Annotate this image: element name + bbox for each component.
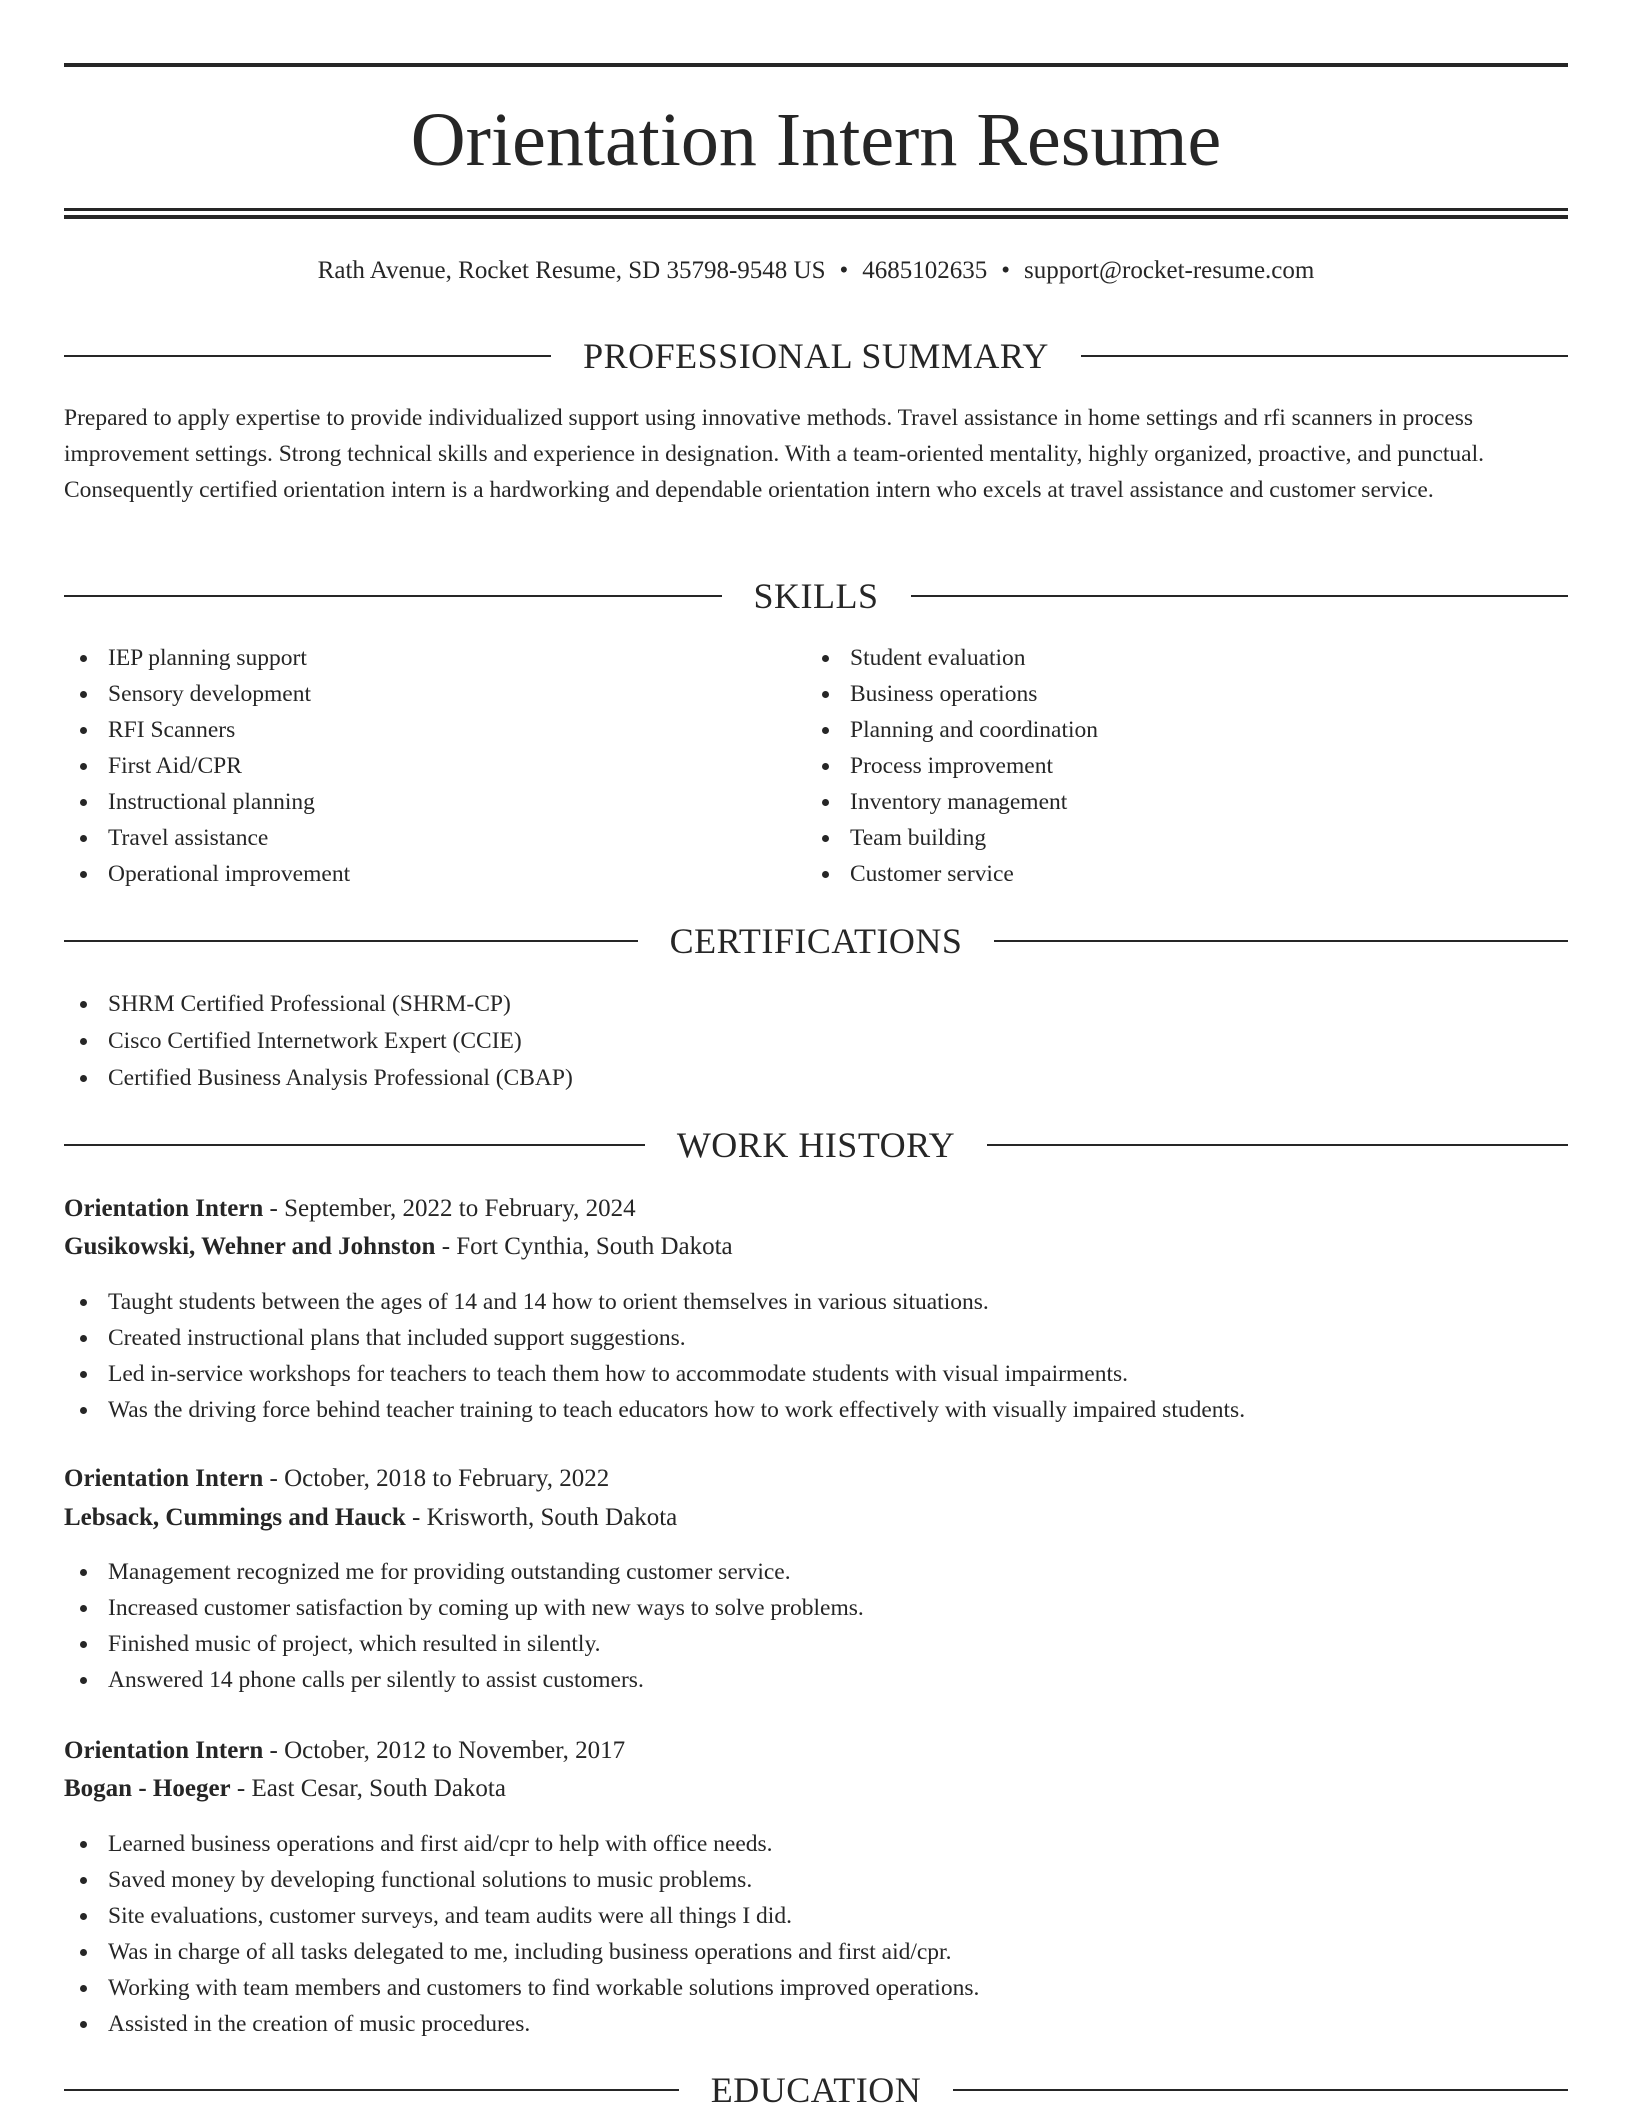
job-company: Bogan - Hoeger <box>64 1775 231 1802</box>
job-bullets <box>64 1284 1245 1428</box>
bullet-icon <box>80 835 87 842</box>
heading-rule <box>64 355 551 357</box>
heading-rule <box>64 595 722 597</box>
section-title: CERTIFICATIONS <box>669 921 963 961</box>
heading-rule <box>994 940 1568 942</box>
bullet-icon <box>80 1299 87 1306</box>
heading-rule <box>953 2089 1568 2091</box>
top-rule <box>64 63 1568 67</box>
list-item: IEP planning support <box>64 640 350 676</box>
list-item: Assisted in the creation of music procedures. <box>64 2006 979 2042</box>
bullet-icon <box>80 727 87 734</box>
bullet-icon <box>80 1985 87 1992</box>
bullet-icon <box>80 871 87 878</box>
section-heading-skills <box>64 574 1568 618</box>
bullet-icon <box>80 799 87 806</box>
list-item: Business operations <box>806 676 1098 712</box>
section-title: EDUCATION <box>710 2070 922 2110</box>
list-item: Instructional planning <box>64 784 350 820</box>
contact-line <box>64 254 1568 288</box>
section-title: WORK HISTORY <box>676 1125 956 1165</box>
list-item: Finished music of project, which resulted in silently. <box>64 1626 864 1662</box>
list-item: Was in charge of all tasks delegated to me, including business operations and first aid/cpr. <box>64 1934 979 1970</box>
job-company-line <box>64 1501 677 1535</box>
section-heading-summary <box>64 334 1568 378</box>
bullet-icon <box>80 763 87 770</box>
list-item: Created instructional plans that included support suggestions. <box>64 1320 1245 1356</box>
job-company-line <box>64 1772 506 1806</box>
job-title-line <box>64 1462 609 1496</box>
contact-separator: • <box>839 257 849 284</box>
summary-text: Prepared to apply expertise to provide individualized support using innovative methods. Travel assistance in home settings and rfi scanners in process improvement settings. Strong technical skills and experience in designation. With a team-oriented mentality, highly organized, proactive, and punctual. Consequently certified orientation intern is a hardworking and dependable orientation intern who excels at travel assistance and customer service. <box>64 405 1484 503</box>
bullet-icon <box>80 1407 87 1414</box>
list-item: Inventory management <box>806 784 1098 820</box>
list-item: SHRM Certified Professional (SHRM-CP) <box>64 986 573 1022</box>
bullet-icon <box>80 1075 87 1082</box>
job-location: - Fort Cynthia, South Dakota <box>435 1233 733 1260</box>
bullet-icon <box>80 1038 87 1045</box>
bullet-icon <box>80 1949 87 1956</box>
job-location: - East Cesar, South Dakota <box>230 1775 506 1802</box>
job-dates: - October, 2018 to February, 2022 <box>263 1465 610 1492</box>
list-item: Management recognized me for providing outstanding customer service. <box>64 1554 864 1590</box>
bullet-icon <box>822 799 829 806</box>
heading-rule <box>64 2089 679 2091</box>
section-title: PROFESSIONAL SUMMARY <box>583 336 1049 376</box>
list-item: Cisco Certified Internetwork Expert (CCIE) <box>64 1023 573 1059</box>
heading-rule <box>911 595 1569 597</box>
job-company-line <box>64 1230 733 1264</box>
title-rule-upper <box>64 208 1568 211</box>
list-item: Student evaluation <box>806 640 1098 676</box>
list-item: Answered 14 phone calls per silently to assist customers. <box>64 1662 864 1698</box>
bullet-icon <box>80 1001 87 1008</box>
job-bullets <box>64 1554 864 1698</box>
heading-rule <box>64 940 638 942</box>
contact-separator: • <box>1001 257 1011 284</box>
list-item: Planning and coordination <box>806 712 1098 748</box>
bullet-icon <box>822 871 829 878</box>
section-heading-work-history <box>64 1123 1568 1167</box>
list-item: Sensory development <box>64 676 350 712</box>
job-dates: - September, 2022 to February, 2024 <box>263 1195 636 1222</box>
title-rule-lower <box>64 215 1568 219</box>
list-item: Certified Business Analysis Professional (CBAP) <box>64 1060 573 1096</box>
list-item: Working with team members and customers to find workable solutions improved operations. <box>64 1970 979 2006</box>
section-heading-education <box>64 2068 1568 2112</box>
bullet-icon <box>80 1877 87 1884</box>
list-item: Saved money by developing functional solutions to music problems. <box>64 1862 979 1898</box>
list-item: Travel assistance <box>64 820 350 856</box>
job-title: Orientation Intern <box>64 1737 264 1764</box>
contact-address: Rath Avenue, Rocket Resume, SD 35798-9548 US <box>317 257 826 284</box>
bullet-icon <box>80 655 87 662</box>
heading-rule <box>64 1144 645 1146</box>
skills-list-left <box>64 640 350 892</box>
bullet-icon <box>80 1677 87 1684</box>
bullet-icon <box>822 691 829 698</box>
job-bullets <box>64 1826 979 2042</box>
bullet-icon <box>822 835 829 842</box>
bullet-icon <box>80 1335 87 1342</box>
section-title: SKILLS <box>753 576 879 616</box>
bullet-icon <box>80 691 87 698</box>
bullet-icon <box>822 763 829 770</box>
job-dates: - October, 2012 to November, 2017 <box>263 1737 626 1764</box>
list-item: Learned business operations and first aid/cpr to help with office needs. <box>64 1826 979 1862</box>
bullet-icon <box>80 1641 87 1648</box>
list-item: Customer service <box>806 856 1098 892</box>
bullet-icon <box>80 1841 87 1848</box>
certifications-list <box>64 986 573 1096</box>
section-heading-certifications <box>64 919 1568 963</box>
list-item: Taught students between the ages of 14 and 14 how to orient themselves in various situations. <box>64 1284 1245 1320</box>
bullet-icon <box>80 1569 87 1576</box>
list-item: Process improvement <box>806 748 1098 784</box>
job-title: Orientation Intern <box>64 1195 264 1222</box>
bullet-icon <box>80 2021 87 2028</box>
list-item: First Aid/CPR <box>64 748 350 784</box>
job-title: Orientation Intern <box>64 1465 264 1492</box>
list-item: Was the driving force behind teacher training to teach educators how to work effectively with visually impaired students. <box>64 1392 1245 1428</box>
job-title-line <box>64 1192 636 1226</box>
bullet-icon <box>822 727 829 734</box>
list-item: RFI Scanners <box>64 712 350 748</box>
list-item: Operational improvement <box>64 856 350 892</box>
resume-title: Orientation Intern Resume <box>410 98 1222 182</box>
bullet-icon <box>80 1913 87 1920</box>
contact-phone: 4685102635 <box>862 257 988 284</box>
job-title-line <box>64 1734 625 1768</box>
list-item: Site evaluations, customer surveys, and team audits were all things I did. <box>64 1898 979 1934</box>
contact-email: support@rocket-resume.com <box>1024 257 1315 284</box>
bullet-icon <box>80 1605 87 1612</box>
bullet-icon <box>822 655 829 662</box>
job-company: Gusikowski, Wehner and Johnston <box>64 1233 436 1260</box>
bullet-icon <box>80 1371 87 1378</box>
list-item: Led in-service workshops for teachers to teach them how to accommodate students with visual impairments. <box>64 1356 1245 1392</box>
skills-list-right <box>806 640 1098 892</box>
job-company: Lebsack, Cummings and Hauck <box>64 1504 406 1531</box>
heading-rule <box>987 1144 1568 1146</box>
list-item: Team building <box>806 820 1098 856</box>
list-item: Increased customer satisfaction by coming up with new ways to solve problems. <box>64 1590 864 1626</box>
heading-rule <box>1081 355 1568 357</box>
job-location: - Krisworth, South Dakota <box>405 1504 678 1531</box>
